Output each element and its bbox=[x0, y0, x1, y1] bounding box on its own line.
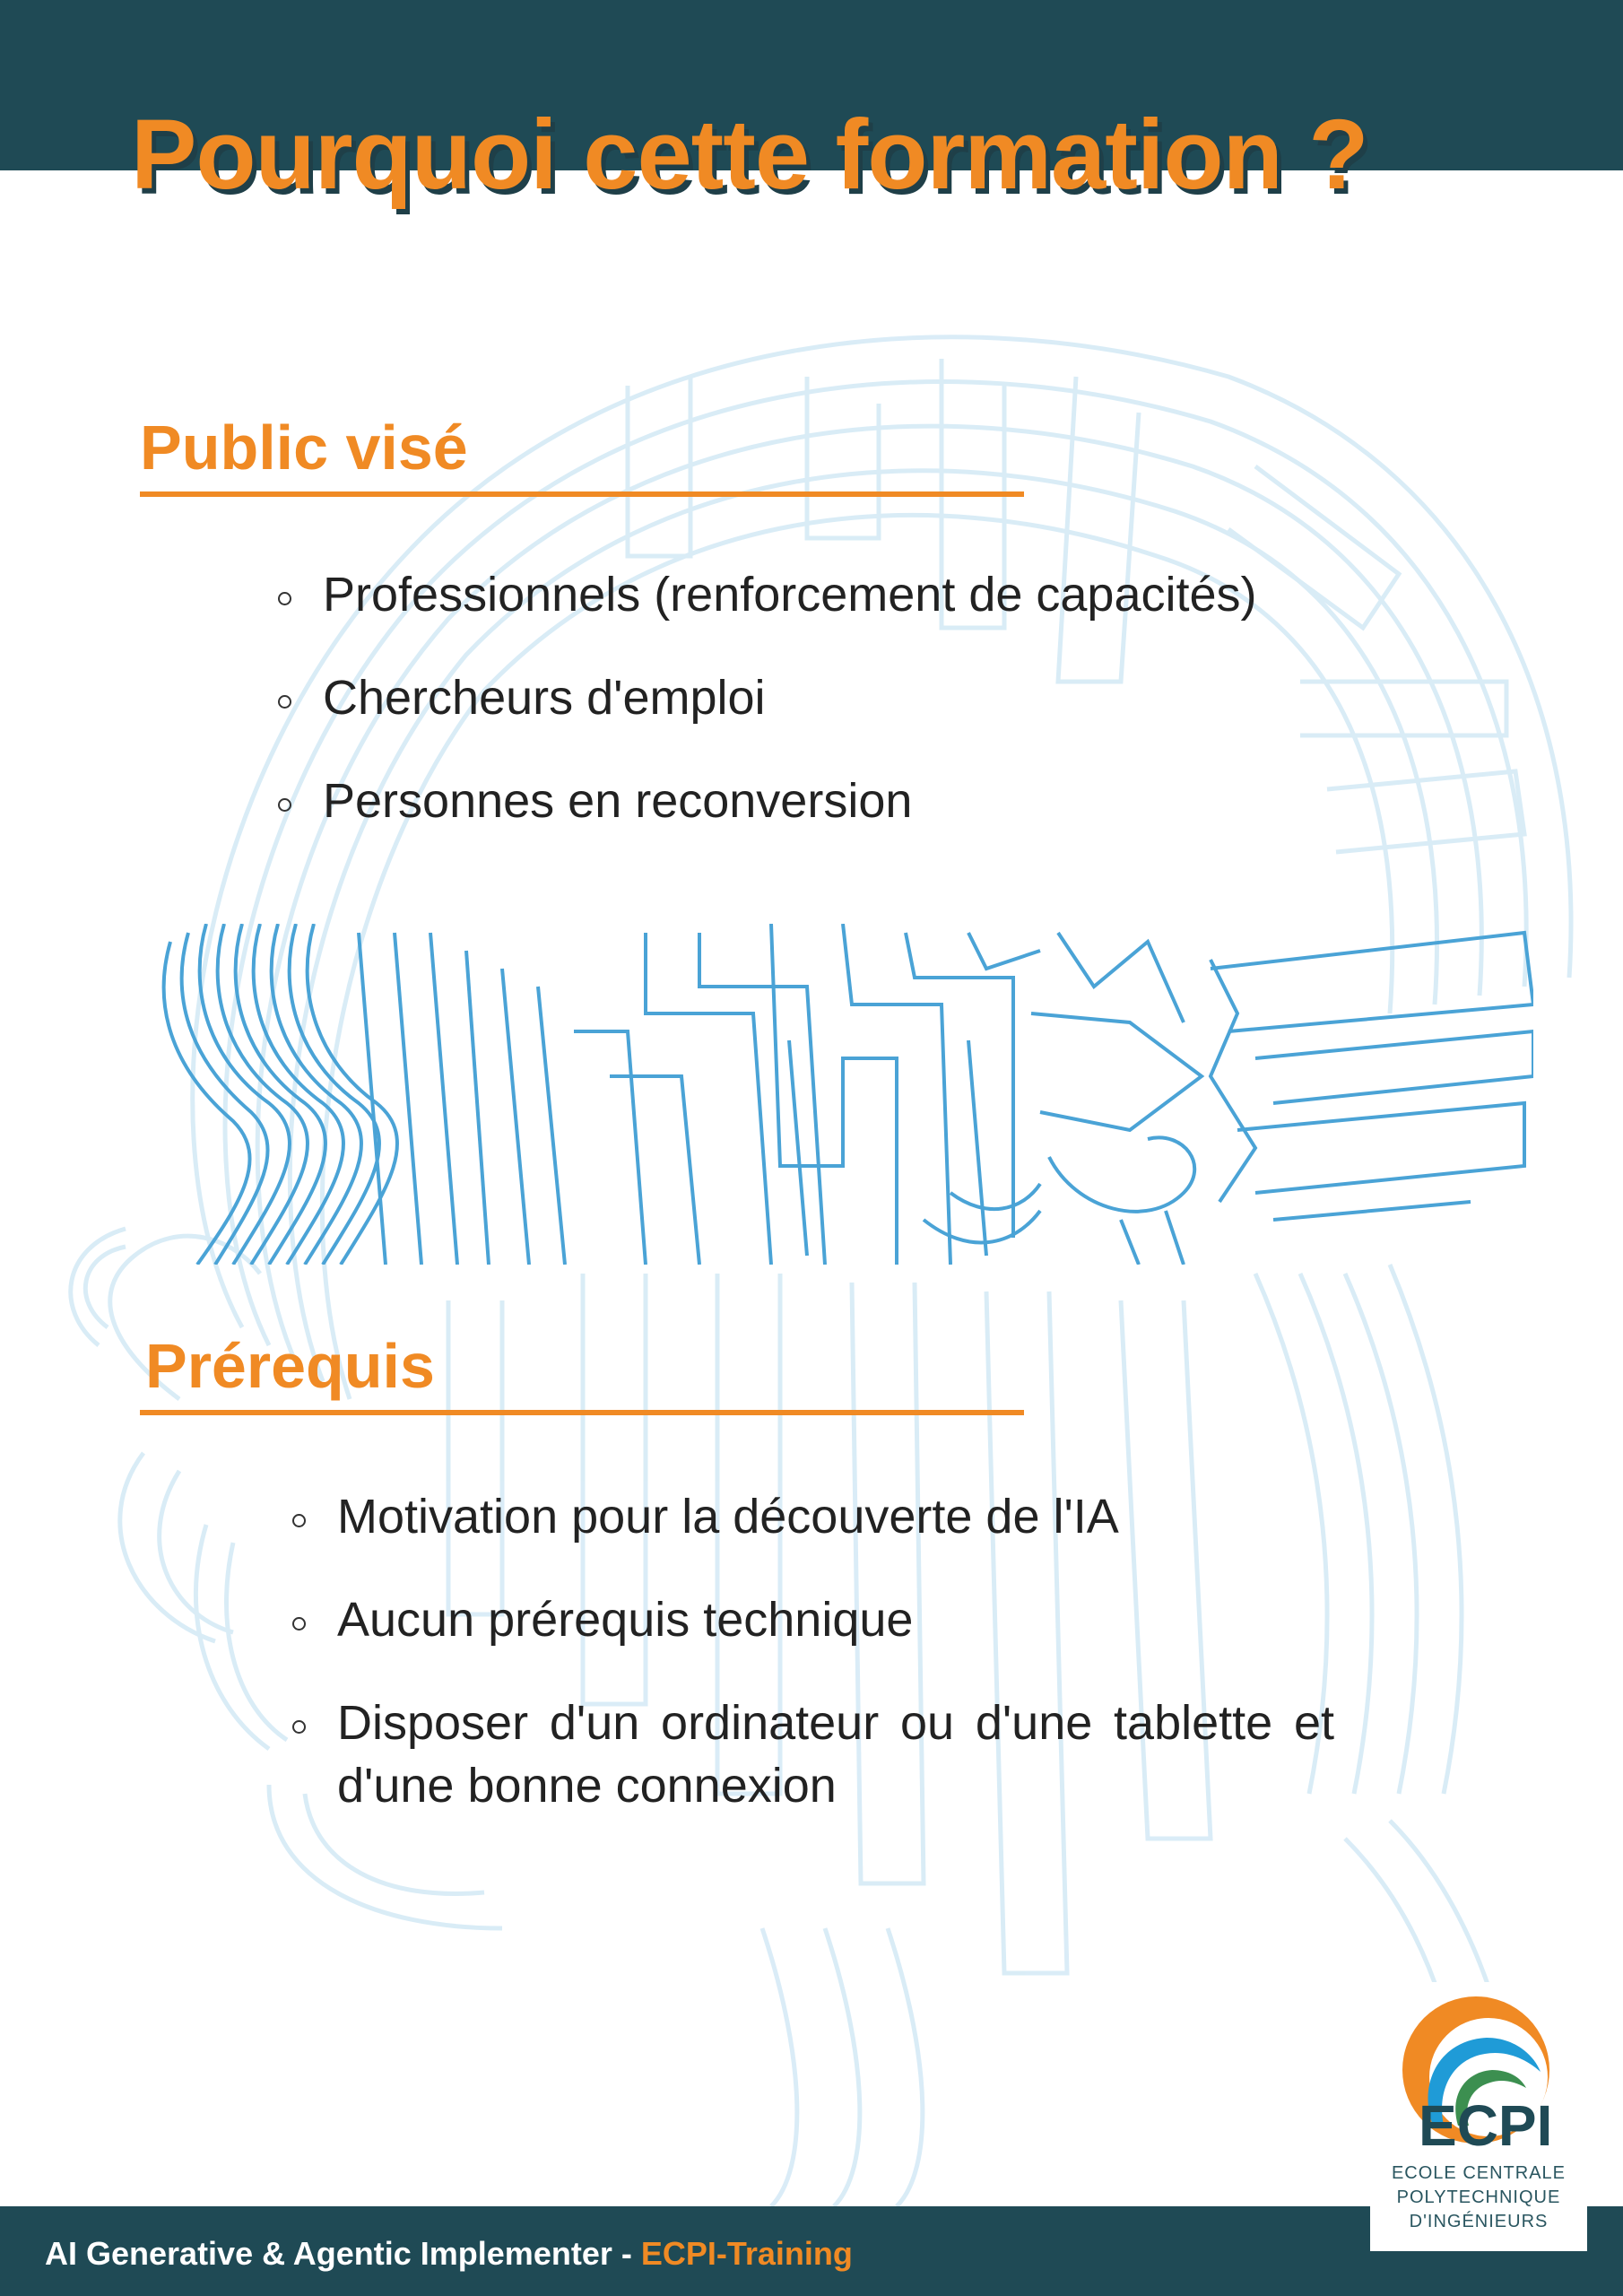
footer-text bbox=[45, 2235, 853, 2273]
list-item: Aucun prérequis technique bbox=[337, 1588, 1334, 1692]
section-divider bbox=[140, 491, 1024, 497]
footer-brand: ECPI-Training bbox=[640, 2235, 853, 2272]
page-title: Pourquoi cette formation ? bbox=[131, 100, 1368, 210]
section-divider bbox=[140, 1410, 1024, 1415]
section-heading-prerequis: Prérequis bbox=[145, 1331, 435, 1401]
logo-caption: ECOLE CENTRALE POLYTECHNIQUE D'INGÉNIEURS bbox=[1391, 2163, 1567, 2231]
prerequis-list bbox=[337, 1485, 1334, 1817]
bullet-icon bbox=[278, 798, 291, 812]
section-heading-public-vise: Public visé bbox=[140, 413, 468, 483]
bullet-icon bbox=[292, 1617, 306, 1631]
list-item: Professionnels (renforcement de capacités) bbox=[323, 563, 1381, 666]
bullet-icon bbox=[292, 1720, 306, 1734]
bullet-icon bbox=[292, 1514, 306, 1527]
bullet-icon bbox=[278, 592, 291, 605]
list-item: Motivation pour la découverte de l'IA bbox=[337, 1485, 1334, 1588]
list-item: Disposer d'un ordinateur ou d'une tablette et d'une bonne connexion bbox=[337, 1692, 1334, 1817]
ecpi-logo-mark-icon bbox=[1370, 1982, 1587, 2161]
footer-course: AI Generative & Agentic Implementer bbox=[45, 2235, 612, 2272]
public-vise-list bbox=[323, 563, 1381, 873]
bullet-icon bbox=[278, 695, 291, 709]
footer-separator: - bbox=[612, 2235, 641, 2272]
svg-text:ECPI: ECPI bbox=[1419, 2093, 1553, 2158]
list-item: Chercheurs d'emploi bbox=[323, 666, 1381, 770]
list-item: Personnes en reconversion bbox=[323, 770, 1381, 873]
